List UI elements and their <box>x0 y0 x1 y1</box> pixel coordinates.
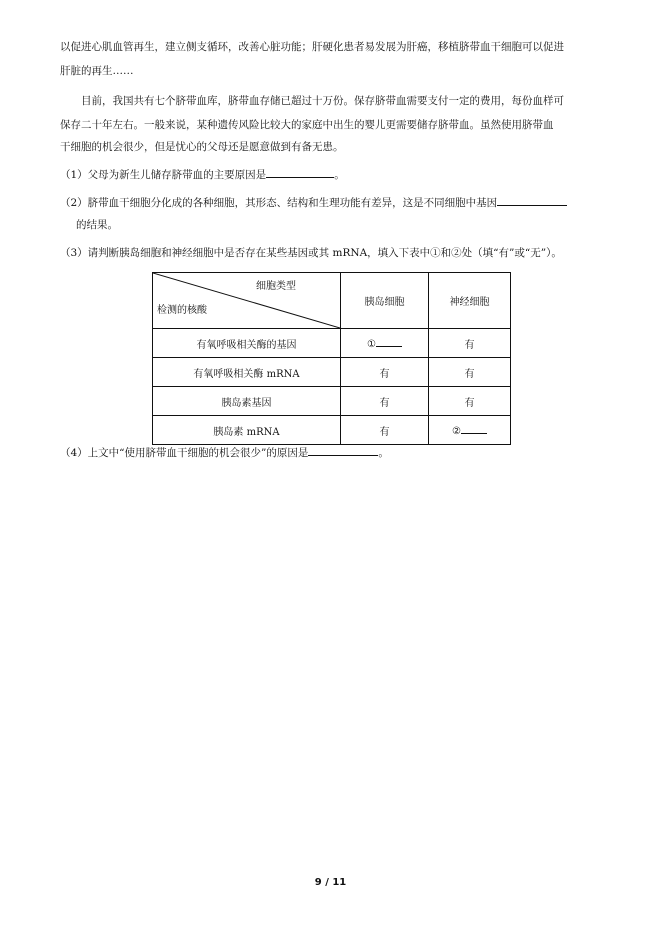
question-4-text: （4）上文中“使用脐带血干细胞的机会很少”的原因是 <box>60 447 309 459</box>
paragraph-2-line-3: 干细胞的机会很少，但是忧心的父母还是愿意做到有备无患。 <box>60 141 344 153</box>
corner-bottom-label: 检测的核酸 <box>157 305 207 316</box>
table-row <box>153 329 511 358</box>
table-row <box>153 416 511 445</box>
paragraph-2-line-1: 目前，我国共有七个脐带血库，脐带血存储已超过十万份。保存脐带血需要支付一定的费用，每份血样可 <box>81 95 564 107</box>
answer-blank-1[interactable] <box>376 336 402 347</box>
row-label: 胰岛素 mRNA <box>153 416 341 445</box>
answer-blank-2[interactable] <box>461 423 487 434</box>
answer-cell-1[interactable] <box>341 329 429 358</box>
table-row <box>153 387 511 416</box>
answer-cell-2[interactable] <box>429 416 511 445</box>
table-cell: 有 <box>341 358 429 387</box>
circled-number-1: ① <box>367 339 376 350</box>
row-label: 有氧呼吸相关酶的基因 <box>153 329 341 358</box>
table-cell: 有 <box>341 387 429 416</box>
row-label: 胰岛素基因 <box>153 387 341 416</box>
table-cell: 有 <box>341 416 429 445</box>
table-cell: 有 <box>429 358 511 387</box>
question-4-blank[interactable] <box>308 445 378 456</box>
question-1-text: （1）父母为新生儿储存脐带血的主要原因是 <box>60 169 267 181</box>
table-row <box>153 358 511 387</box>
paragraph-2-line-2: 保存二十年左右。一般来说，某种遗传风险比较大的家庭中出生的婴儿更需要储存脐带血。虽然使用脐带血 <box>60 119 554 131</box>
column-header-nerve-cell: 神经细胞 <box>429 273 511 329</box>
question-1-end: 。 <box>334 169 345 181</box>
table-cell: 有 <box>429 329 511 358</box>
question-3: （3）请判断胰岛细胞和神经细胞中是否存在某些基因或其 mRNA，填入下表中①和②处（填“有”或“无”）。 <box>60 247 562 259</box>
question-1-blank[interactable] <box>266 167 334 178</box>
question-4 <box>60 442 620 464</box>
table-corner-cell <box>153 273 341 329</box>
question-1 <box>60 164 620 186</box>
paragraph-1-line-2: 肝脏的再生…… <box>60 65 134 77</box>
table-header-row <box>153 273 511 329</box>
paragraph-1-line-1: 以促进心肌血管再生，建立侧支循环，改善心脏功能；肝硬化患者易发展为肝癌，移植脐带血干细胞可以促进 <box>60 41 564 53</box>
question-4-end: 。 <box>378 447 389 459</box>
row-label: 有氧呼吸相关酶 mRNA <box>153 358 341 387</box>
circled-number-2: ② <box>452 426 461 437</box>
column-header-islet-cell: 胰岛细胞 <box>341 273 429 329</box>
corner-top-label: 细胞类型 <box>256 281 296 292</box>
table-cell: 有 <box>429 387 511 416</box>
question-2-line-2: 的结果。 <box>76 219 118 231</box>
nucleic-acid-table <box>152 272 511 445</box>
page-number: 9 / 11 <box>314 877 347 888</box>
question-2-text: （2）脐带血干细胞分化成的各种细胞，其形态、结构和生理功能有差异，这是不同细胞中基因 <box>60 197 498 209</box>
question-2-blank[interactable] <box>497 195 567 206</box>
question-2-line-1 <box>60 192 620 214</box>
